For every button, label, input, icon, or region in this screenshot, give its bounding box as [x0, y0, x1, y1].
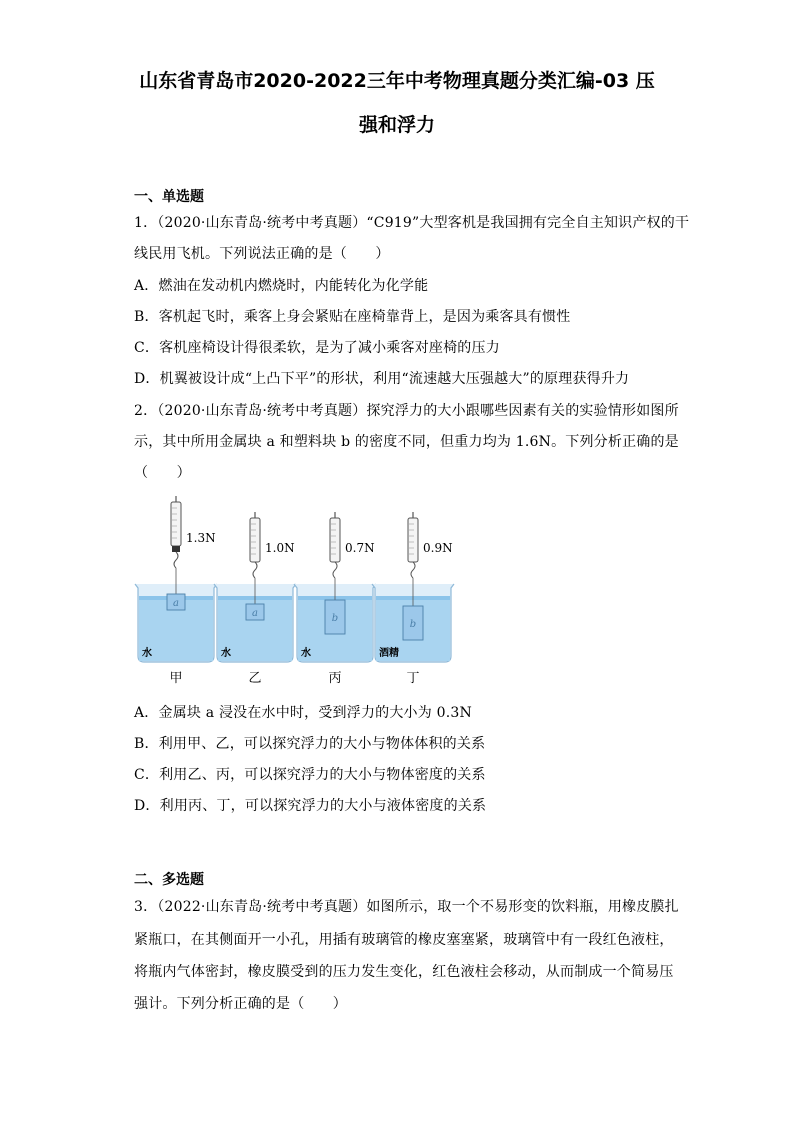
beaker-name: 丁	[406, 671, 420, 686]
buoyancy-experiment-figure	[130, 496, 460, 692]
beaker-setup-4	[372, 512, 454, 686]
spring-scale-body	[171, 502, 181, 546]
q1-option-a: A．燃油在发动机内燃烧时，内能转化为化学能	[134, 278, 429, 294]
beaker-name: 甲	[169, 671, 183, 686]
scale-reading: 1.3N	[186, 531, 216, 545]
spring-scale-body	[408, 518, 418, 562]
q2-option-a: A．金属块 a 浸没在水中时，受到浮力的大小为 0.3N	[134, 705, 472, 721]
block-label: b	[409, 619, 417, 630]
q1-option-b: B．客机起飞时，乘客上身会紧贴在座椅靠背上，是因为乘客具有惯性	[134, 309, 571, 325]
q2-stem-line1: 2．（2020·山东青岛·统考中考真题）探究浮力的大小跟哪些因素有关的实验情形如图所	[134, 403, 679, 419]
block-label: a	[173, 598, 179, 609]
beaker-setup-2	[214, 512, 296, 686]
scale-reading: 0.9N	[423, 541, 453, 555]
spring-hook	[333, 562, 337, 578]
spring-scale-cap	[172, 546, 180, 552]
document-title-line2: 强和浮力	[358, 114, 435, 136]
q3-stem-line1: 3．（2022·山东青岛·统考中考真题）如图所示，取一个不易形变的饮料瓶，用橡皮膜扎	[134, 899, 679, 915]
beaker-name: 乙	[248, 671, 262, 686]
q2-stem-line3: （ ）	[134, 465, 191, 481]
q2-stem-line2: 示，其中所用金属块 a 和塑料块 b 的密度不同，但重力均为 1.6N。下列分析正确的是	[134, 434, 679, 450]
liquid-label: 水	[142, 648, 152, 659]
spring-hook	[411, 562, 415, 578]
section-heading-single-choice: 一、单选题	[134, 189, 204, 205]
q1-option-d: D．机翼被设计成“上凸下平”的形状，利用“流速越大压强越大”的原理获得升力	[134, 371, 630, 387]
beaker-setup-1	[135, 496, 217, 686]
liquid-label: 酒精	[379, 648, 399, 659]
spring-scale-body	[330, 518, 340, 562]
scale-reading: 1.0N	[265, 541, 295, 555]
section-heading-multiple-choice: 二、多选题	[134, 872, 204, 888]
q1-stem-line1: 1．（2020·山东青岛·统考中考真题）“C919”大型客机是我国拥有完全自主知识产权的干	[134, 215, 690, 231]
spring-hook	[253, 562, 257, 578]
liquid-label: 水	[221, 648, 231, 659]
q3-stem-line2: 紧瓶口，在其侧面开一小孔，用插有玻璃管的橡皮塞塞紧，玻璃管中有一段红色液柱，	[134, 932, 674, 948]
liquid-label: 水	[301, 648, 311, 659]
q2-option-d: D．利用丙、丁，可以探究浮力的大小与液体密度的关系	[134, 798, 487, 814]
q1-stem-line2: 线民用飞机。下列说法正确的是（ ）	[134, 246, 390, 262]
document-title-line1: 山东省青岛市2020-2022三年中考物理真题分类汇编-03 压	[139, 70, 655, 92]
q2-option-c: C．利用乙、丙，可以探究浮力的大小与物体密度的关系	[134, 767, 486, 783]
q3-stem-line3: 将瓶内气体密封，橡皮膜受到的压力发生变化，红色液柱会移动，从而制成一个简易压	[134, 964, 674, 980]
q1-option-c: C．客机座椅设计得很柔软，是为了减小乘客对座椅的压力	[134, 340, 500, 356]
beaker-name: 丙	[328, 671, 342, 686]
q2-option-b: B．利用甲、乙，可以探究浮力的大小与物体体积的关系	[134, 736, 486, 752]
scale-reading: 0.7N	[345, 541, 375, 555]
q3-stem-line4: 强计。下列分析正确的是（ ）	[134, 996, 347, 1012]
spring-scale-body	[250, 518, 260, 562]
spring-hook	[174, 552, 178, 568]
block-label: b	[331, 613, 339, 624]
beaker-setup-3	[294, 512, 376, 686]
block-label: a	[252, 608, 258, 619]
